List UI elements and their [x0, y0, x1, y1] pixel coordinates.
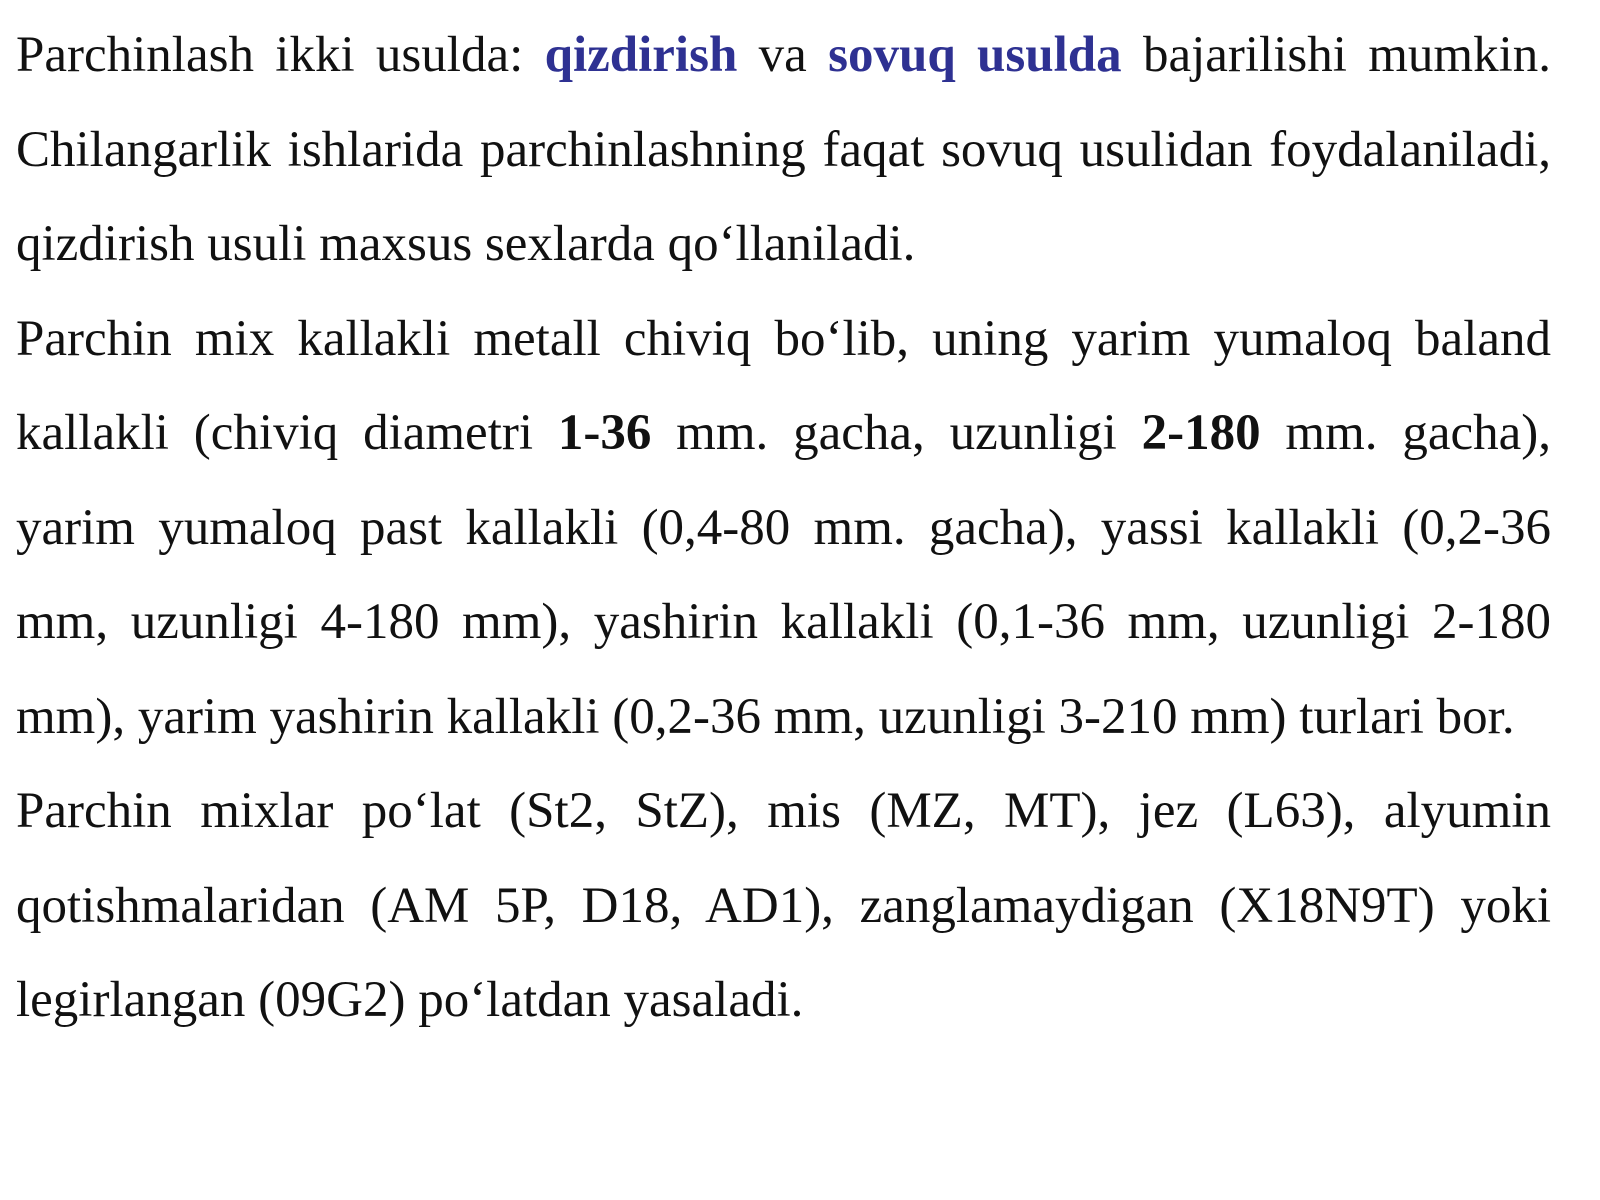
diameter-range: 1-36 [557, 405, 652, 461]
paragraph-riveting-methods [16, 8, 1551, 292]
paragraph-2-mid: mm. gacha, uzunligi [651, 405, 1142, 461]
paragraph-1-conjunction: va [737, 27, 829, 83]
paragraph-1-intro: Parchinlash ikki usulda: [16, 27, 545, 83]
length-range: 2-180 [1141, 405, 1261, 461]
paragraph-1-rest: bajarilishi mumkin. Chilangarlik ishlarida parchinlashning faqat sovuq usulidan foydalaniladi, qizdirish usuli maxsus sexlarda qo‘llaniladi. [16, 27, 1552, 272]
term-cold-method: sovuq usulda [828, 27, 1122, 83]
paragraph-2-rest: mm. gacha), yarim yumaloq past kallakli (0,4-80 mm. gacha), yassi kallakli (0,2-36 mm, uzunligi 4-180 mm), yashirin kallakli (0,1-36 mm, uzunligi 2-180 mm), yarim yashirin kallakli (0,2-36 mm, uzunligi 3-210 mm) turlari bor. [16, 405, 1551, 745]
paragraph-2-intro: Parchin mix kallakli metall chiviq bo‘lib, uning yarim yumaloq baland kallakli (chiviq diametri [16, 310, 1551, 461]
paragraph-3-text: Parchin mixlar po‘lat (St2, StZ), mis (MZ, MT), jez (L63), alyumin qotishmalaridan (AM 5P, D18, AD1), zanglamaydigan (X18N9T) yoki legirlangan (09G2) po‘latdan yasaladi. [16, 783, 1551, 1028]
paragraph-rivet-materials [16, 764, 1551, 1048]
paragraph-rivet-types [16, 292, 1551, 765]
term-hot-method: qizdirish [544, 27, 738, 83]
